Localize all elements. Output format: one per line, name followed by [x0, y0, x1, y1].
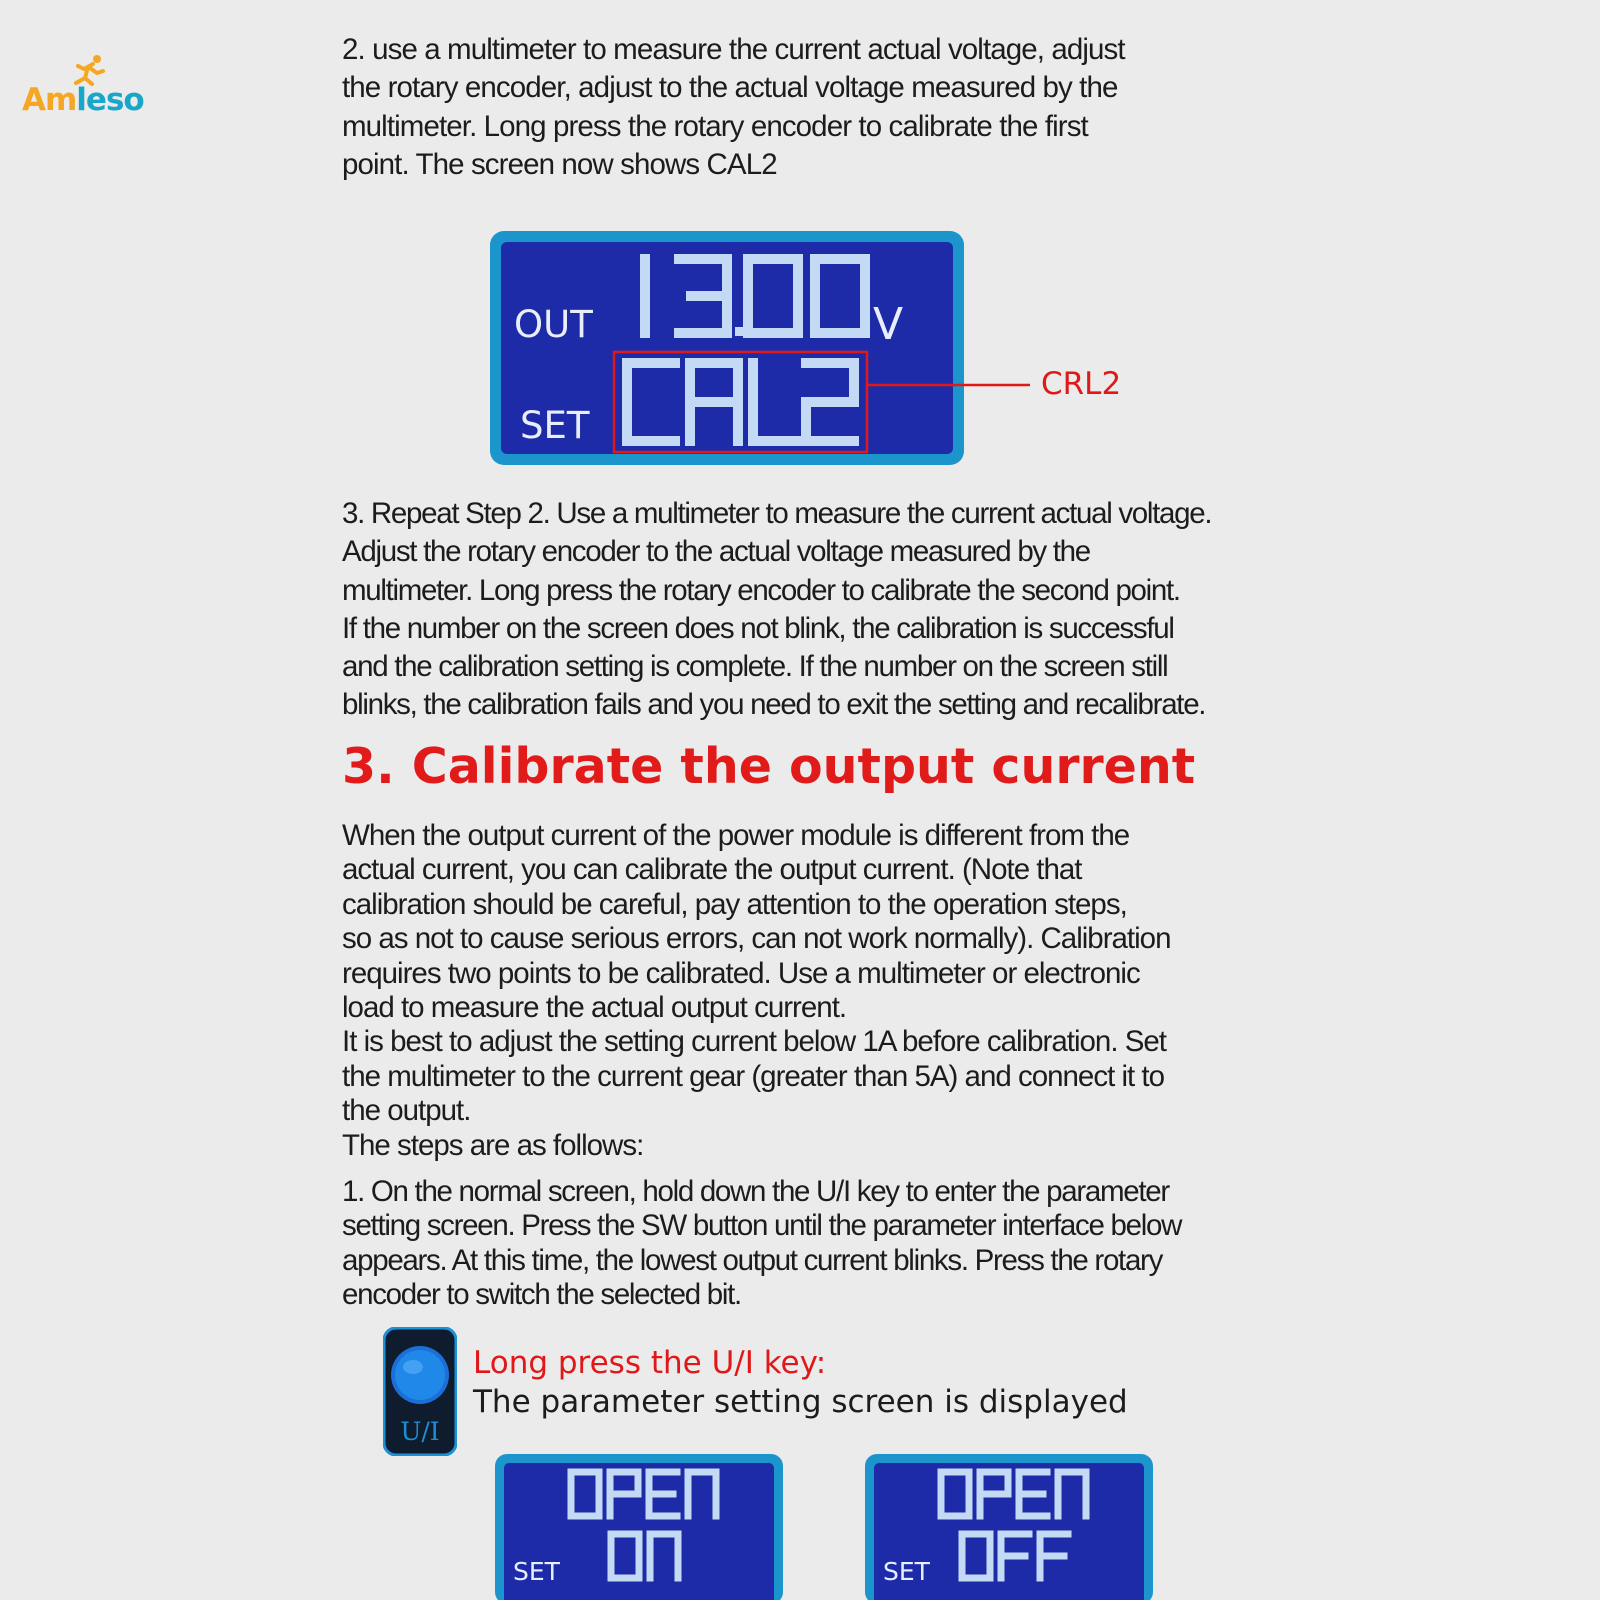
callout-label: CRL2	[1041, 366, 1122, 402]
ui-key	[383, 1327, 457, 1456]
lcd-voltage-display	[488, 229, 968, 469]
ui-key-label: U/I	[400, 1417, 440, 1446]
lcd-open-off-display	[863, 1452, 1155, 1600]
lcd-out-label: OUT	[514, 303, 593, 346]
lcd-set-label: SET	[520, 404, 590, 447]
logo-wordmark: Amleso	[22, 82, 144, 118]
lcd-unit-label: V	[873, 299, 904, 350]
lcd-open-off-set-label: SET	[883, 1557, 930, 1586]
section-heading: 3. Calibrate the output current	[342, 738, 1196, 795]
voltage-step2-paragraph: 2. use a multimeter to measure the current actual voltage, adjust the rotary encoder, adjust to the actual voltage measured by the multimeter. Long press the rotary encoder to calibrate the first point. The screen now shows CAL2	[342, 33, 1125, 181]
lcd-open-on-set-label: SET	[513, 1557, 560, 1586]
current-intro-paragraph: When the output current of the power module is different from the actual current, you can calibrate the output current. (Note that calibration should be careful, pay attention to the operation steps, so as not to cause serious errors, can not work normally). Calibration requires two points to be calibrated. Use a multimeter or electronic load to measure the actual output current. It is best to adjust the setting current below 1A before calibration. Set the multimeter to the current gear (greater than 5A) and connect it to the output. The steps are as follows:	[342, 819, 1171, 1162]
current-step1-paragraph: 1. On the normal screen, hold down the U/I key to enter the parameter setting screen. Press the SW button until the parameter interface below appears. At this time, the lowest output current blinks. Press the rotary encoder to switch the selected bit.	[342, 1175, 1182, 1312]
ui-key-instruction-desc: The parameter setting screen is displayed	[473, 1384, 1128, 1420]
brand-logo	[22, 58, 162, 118]
ui-key-instruction-title: Long press the U/I key:	[473, 1345, 827, 1381]
voltage-step3-paragraph: 3. Repeat Step 2. Use a multimeter to measure the current actual voltage. Adjust the rotary encoder to the actual voltage measured by the multimeter. Long press the rotary encoder to calibrate the second point. If the number on the screen does not blink, the calibration is successful and the calibration setting is complete. If the number on the screen still blinks, the calibration fails and you need to exit the setting and recalibrate.	[342, 497, 1212, 722]
lcd-open-on-display	[493, 1452, 785, 1600]
callout-line	[866, 382, 1036, 388]
